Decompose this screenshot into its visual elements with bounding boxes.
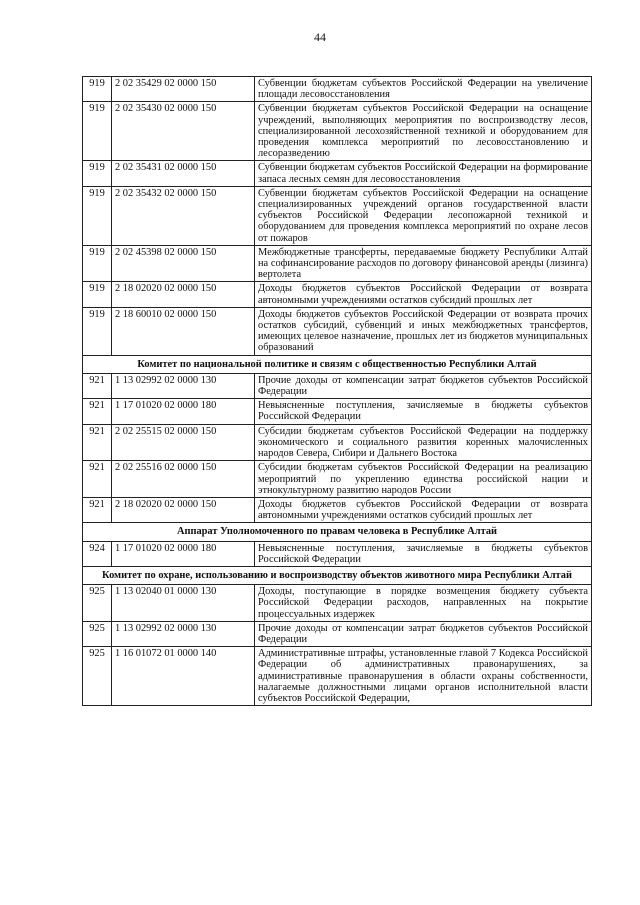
admin-code-cell: 919 bbox=[83, 282, 112, 307]
table-row bbox=[83, 461, 592, 498]
admin-code-cell: 921 bbox=[83, 424, 112, 461]
description-cell: Субвенции бюджетам субъектов Российской Федерации на оснащение специализированных учреждений органов государственной власти субъектов Российской Федерации лесопожарной техникой и оборудованием для проведения комплекса мероприятий по охране лесов от пожаров bbox=[255, 186, 592, 245]
admin-code-cell: 919 bbox=[83, 102, 112, 161]
admin-code-cell: 925 bbox=[83, 647, 112, 706]
table-row bbox=[83, 647, 592, 706]
table-row bbox=[83, 161, 592, 186]
section-title: Аппарат Уполномоченного по правам человека в Республике Алтай bbox=[83, 523, 592, 541]
table-row bbox=[83, 541, 592, 566]
admin-code-cell: 921 bbox=[83, 461, 112, 498]
admin-code-cell: 921 bbox=[83, 399, 112, 424]
table-row bbox=[83, 77, 592, 102]
revenue-code-cell: 2 02 25516 02 0000 150 bbox=[112, 461, 255, 498]
revenue-code-cell: 1 16 01072 01 0000 140 bbox=[112, 647, 255, 706]
description-cell: Субсидии бюджетам субъектов Российской Федерации на реализацию мероприятий по укреплению единства российской нации и этнокультурному развитию народов России bbox=[255, 461, 592, 498]
description-cell: Прочие доходы от компенсации затрат бюджетов субъектов Российской Федерации bbox=[255, 621, 592, 646]
revenue-code-cell: 2 18 02020 02 0000 150 bbox=[112, 497, 255, 522]
revenue-code-cell: 2 02 25515 02 0000 150 bbox=[112, 424, 255, 461]
page-number: 44 bbox=[314, 30, 326, 44]
table-row bbox=[83, 186, 592, 245]
table-row bbox=[83, 373, 592, 398]
table-row bbox=[83, 307, 592, 355]
description-cell: Субсидии бюджетам субъектов Российской Федерации на поддержку экономического и социального развития коренных малочисленных народов Севера, Сибири и Дальнего Востока bbox=[255, 424, 592, 461]
admin-code-cell: 921 bbox=[83, 497, 112, 522]
admin-code-cell: 919 bbox=[83, 77, 112, 102]
admin-code-cell: 919 bbox=[83, 161, 112, 186]
table-body bbox=[83, 77, 592, 706]
table-row bbox=[83, 621, 592, 646]
revenue-code-cell: 1 13 02992 02 0000 130 bbox=[112, 373, 255, 398]
description-cell: Субвенции бюджетам субъектов Российской Федерации на формирование запаса лесных семян для лесовосстановления bbox=[255, 161, 592, 186]
revenue-code-cell: 2 02 35429 02 0000 150 bbox=[112, 77, 255, 102]
revenue-code-cell: 1 17 01020 02 0000 180 bbox=[112, 541, 255, 566]
description-cell: Доходы бюджетов субъектов Российской Федерации от возврата прочих остатков субсидий, субвенций и иных межбюджетных трансфертов, имеющих целевое назначение, прошлых лет из бюджетов муниципальных образований bbox=[255, 307, 592, 355]
description-cell: Доходы бюджетов субъектов Российской Федерации от возврата автономными учреждениями остатков субсидий прошлых лет bbox=[255, 282, 592, 307]
admin-code-cell: 919 bbox=[83, 307, 112, 355]
description-cell: Межбюджетные трансферты, передаваемые бюджету Республики Алтай на софинансирование расходов по договору финансовой аренды (лизинга) вертолета bbox=[255, 245, 592, 282]
revenue-code-cell: 2 02 35430 02 0000 150 bbox=[112, 102, 255, 161]
revenue-codes-table bbox=[82, 76, 592, 706]
description-cell: Невыясненные поступления, зачисляемые в бюджеты субъектов Российской Федерации bbox=[255, 399, 592, 424]
revenue-code-cell: 2 18 60010 02 0000 150 bbox=[112, 307, 255, 355]
admin-code-cell: 919 bbox=[83, 245, 112, 282]
admin-code-cell: 919 bbox=[83, 186, 112, 245]
section-title: Комитет по охране, использованию и воспроизводству объектов животного мира Республики Алтай bbox=[83, 566, 592, 584]
section-header-row bbox=[83, 523, 592, 541]
description-cell: Доходы бюджетов субъектов Российской Федерации от возврата автономными учреждениями остатков субсидий прошлых лет bbox=[255, 497, 592, 522]
revenue-code-cell: 2 02 35432 02 0000 150 bbox=[112, 186, 255, 245]
revenue-code-cell: 1 13 02992 02 0000 130 bbox=[112, 621, 255, 646]
admin-code-cell: 921 bbox=[83, 373, 112, 398]
table-row bbox=[83, 399, 592, 424]
section-header-row bbox=[83, 566, 592, 584]
revenue-code-cell: 1 17 01020 02 0000 180 bbox=[112, 399, 255, 424]
description-cell: Субвенции бюджетам субъектов Российской Федерации на увеличение площади лесовосстановления bbox=[255, 77, 592, 102]
admin-code-cell: 924 bbox=[83, 541, 112, 566]
description-cell: Невыясненные поступления, зачисляемые в бюджеты субъектов Российской Федерации bbox=[255, 541, 592, 566]
table-row bbox=[83, 245, 592, 282]
admin-code-cell: 925 bbox=[83, 621, 112, 646]
admin-code-cell: 925 bbox=[83, 585, 112, 622]
description-cell: Прочие доходы от компенсации затрат бюджетов субъектов Российской Федерации bbox=[255, 373, 592, 398]
table-row bbox=[83, 102, 592, 161]
table-row bbox=[83, 282, 592, 307]
revenue-code-cell: 2 18 02020 02 0000 150 bbox=[112, 282, 255, 307]
table-row bbox=[83, 585, 592, 622]
revenue-code-cell: 1 13 02040 01 0000 130 bbox=[112, 585, 255, 622]
section-header-row bbox=[83, 355, 592, 373]
description-cell: Административные штрафы, установленные главой 7 Кодекса Российской Федерации об административных правонарушениях, за административные правонарушения в области охраны собственности, налагаемые должностными лицами органов исполнительной власти субъектов Российской Федерации, bbox=[255, 647, 592, 706]
revenue-code-cell: 2 02 35431 02 0000 150 bbox=[112, 161, 255, 186]
table-row bbox=[83, 424, 592, 461]
section-title: Комитет по национальной политике и связям с общественностью Республики Алтай bbox=[83, 355, 592, 373]
revenue-code-cell: 2 02 45398 02 0000 150 bbox=[112, 245, 255, 282]
description-cell: Субвенции бюджетам субъектов Российской Федерации на оснащение учреждений, выполняющих мероприятия по воспроизводству лесов, специализированной лесохозяйственной техникой и оборудованием для проведения комплекса мероприятий по лесовосстановлению и лесоразведению bbox=[255, 102, 592, 161]
description-cell: Доходы, поступающие в порядке возмещения бюджету субъекта Российской Федерации расходов, направленных на покрытие процессуальных издержек bbox=[255, 585, 592, 622]
table-row bbox=[83, 497, 592, 522]
